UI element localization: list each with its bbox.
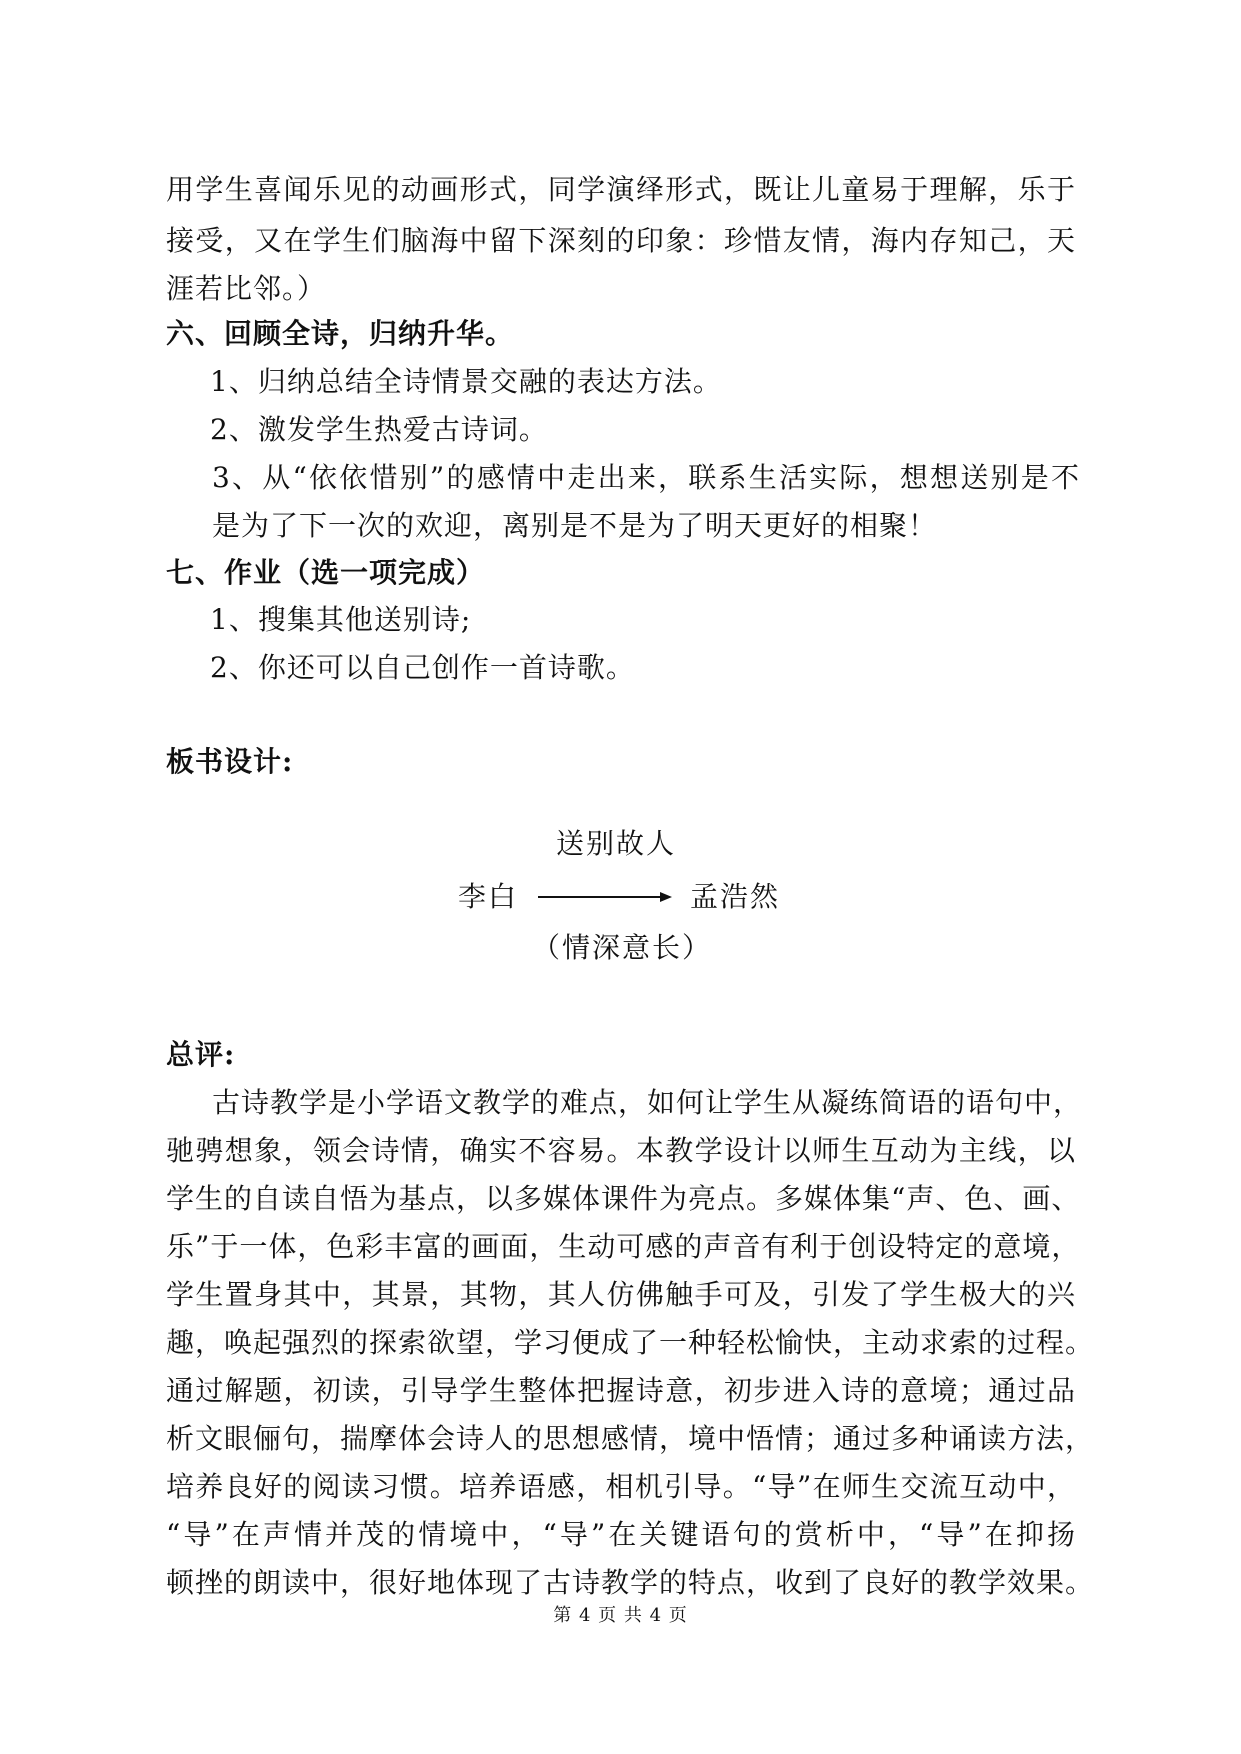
board-top-text: 送别故人 xyxy=(556,827,677,860)
board-design-heading: 板书设计: xyxy=(166,745,294,778)
review-line: 学生的自读自悟为基点，以多媒体课件为亮点。多媒体集“声、色、画、 xyxy=(166,1182,1081,1215)
section-heading: 六、回顾全诗，归纳升华。 xyxy=(166,317,515,350)
section-heading: 七、作业（选一项完成） xyxy=(166,556,486,589)
paragraph-line: 接受，又在学生们脑海中留下深刻的印象：珍惜友情，海内存知己，天 xyxy=(166,224,1076,257)
review-line: 析文眼俪句，揣摩体会诗人的思想感情，境中悟情；通过多种诵读方法， xyxy=(166,1422,1095,1455)
review-line: “导”在声情并茂的情境中，“导”在关键语句的赏析中，“导”在抑扬 xyxy=(166,1518,1076,1551)
arrow-right-icon xyxy=(538,890,672,904)
review-line: 顿挫的朗读中，很好地体现了古诗教学的特点，收到了良好的教学效果。 xyxy=(166,1566,1095,1599)
list-item: 2、你还可以自己创作一首诗歌。 xyxy=(210,651,635,684)
review-line: 驰骋想象，领会诗情，确实不容易。本教学设计以师生互动为主线，以 xyxy=(166,1134,1076,1167)
list-item: 2、激发学生热爱古诗词。 xyxy=(210,413,548,446)
board-bottom-text: （情深意长） xyxy=(532,931,713,964)
board-left-text: 李白 xyxy=(458,880,519,913)
paragraph-line: 涯若比邻。） xyxy=(166,272,327,305)
review-line: 培养良好的阅读习惯。培养语感，相机引导。“导”在师生交流互动中， xyxy=(166,1470,1076,1503)
list-item: 1、搜集其他送别诗; xyxy=(210,603,472,636)
review-line: 通过解题，初读，引导学生整体把握诗意，初步进入诗的意境；通过品 xyxy=(166,1374,1076,1407)
board-right-text: 孟浩然 xyxy=(690,880,781,913)
list-item-continuation: 是为了下一次的欢迎，离别是不是为了明天更好的相聚！ xyxy=(212,509,938,542)
list-item: 3、从“依依惜别”的感情中走出来，联系生活实际，想想送别是不 xyxy=(212,461,1080,494)
review-heading: 总评: xyxy=(166,1038,236,1071)
review-line: 学生置身其中，其景，其物，其人仿佛触手可及，引发了学生极大的兴 xyxy=(166,1278,1076,1311)
page-footer: 第 4 页 共 4 页 xyxy=(553,1605,688,1626)
paragraph-line: 用学生喜闻乐见的动画形式，同学演绎形式，既让儿童易于理解，乐于 xyxy=(166,173,1076,206)
review-line: 古诗教学是小学语文教学的难点，如何让学生从凝练简语的语句中， xyxy=(212,1086,1083,1119)
list-item: 1、归纳总结全诗情景交融的表达方法。 xyxy=(210,365,722,398)
review-line: 乐”于一体，色彩丰富的画面，生动可感的声音有利于创设特定的意境， xyxy=(166,1230,1081,1263)
review-line: 趣，唤起强烈的探索欲望，学习便成了一种轻松愉快，主动求索的过程。 xyxy=(166,1326,1095,1359)
